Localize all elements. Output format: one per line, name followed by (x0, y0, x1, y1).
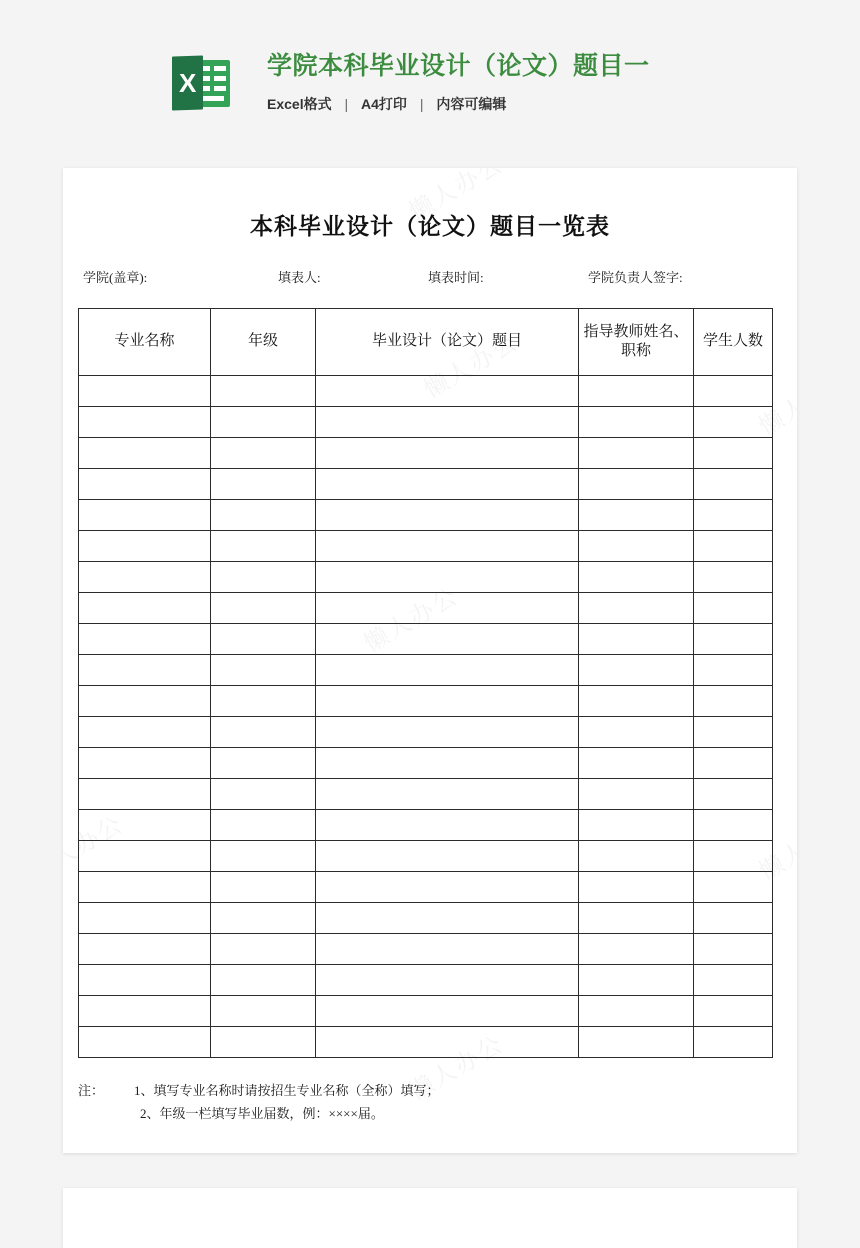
table-cell[interactable] (211, 593, 316, 624)
table-cell[interactable] (79, 624, 211, 655)
table-cell[interactable] (694, 748, 773, 779)
table-cell[interactable] (694, 438, 773, 469)
table-cell[interactable] (211, 810, 316, 841)
table-cell[interactable] (316, 500, 579, 531)
table-cell[interactable] (79, 438, 211, 469)
table-cell[interactable] (79, 655, 211, 686)
excel-file-icon (172, 54, 230, 112)
note-item-2: 2、年级一栏填写毕业届数，例：××××届。 (140, 1105, 384, 1121)
table-cell[interactable] (694, 841, 773, 872)
table-cell[interactable] (211, 1027, 316, 1058)
table-cell[interactable] (211, 624, 316, 655)
table-cell[interactable] (694, 562, 773, 593)
table-row[interactable] (79, 779, 773, 810)
doc-attributes (267, 94, 650, 114)
next-page-card (63, 1188, 797, 1248)
table-row[interactable] (79, 438, 773, 469)
column-header-topic: 毕业设计（论文）题目 (316, 309, 579, 376)
table-cell[interactable] (694, 779, 773, 810)
table-cell[interactable] (211, 407, 316, 438)
table-cell[interactable] (211, 500, 316, 531)
table-cell[interactable] (316, 1027, 579, 1058)
table-cell[interactable] (79, 407, 211, 438)
badge-separator: | (344, 95, 349, 112)
table-cell[interactable] (211, 376, 316, 407)
meta-label-filler: 填表人: (278, 270, 321, 285)
table-cell[interactable] (694, 903, 773, 934)
table-cell[interactable] (579, 686, 694, 717)
table-cell[interactable] (211, 934, 316, 965)
column-header-grade: 年级 (211, 309, 316, 376)
table-cell[interactable] (211, 438, 316, 469)
table-cell[interactable] (579, 624, 694, 655)
table-body (79, 376, 773, 1058)
table-cell[interactable] (579, 934, 694, 965)
table-cell[interactable] (79, 903, 211, 934)
table-cell[interactable] (316, 562, 579, 593)
excel-icon-grid-row (203, 66, 226, 71)
document-page-card (63, 168, 797, 1153)
table-cell[interactable] (211, 965, 316, 996)
table-cell[interactable] (79, 779, 211, 810)
note-line (78, 1103, 778, 1126)
table-cell[interactable] (79, 376, 211, 407)
table-cell[interactable] (694, 872, 773, 903)
table-row[interactable] (79, 407, 773, 438)
notes-label: 注： (78, 1083, 105, 1098)
badge-format: Excel格式 (267, 95, 332, 112)
table-cell[interactable] (316, 810, 579, 841)
sheet-title: 本科毕业设计（论文）题目一览表 (250, 214, 610, 239)
table-cell[interactable] (579, 717, 694, 748)
table-cell[interactable] (79, 748, 211, 779)
note-item-1: 1、填写专业名称时请按招生专业名称（全称）填写； (134, 1083, 440, 1098)
excel-icon-left-panel (172, 55, 203, 110)
table-cell[interactable] (579, 872, 694, 903)
column-header-student-count: 学生人数 (694, 309, 773, 376)
table-cell[interactable] (579, 903, 694, 934)
badge-print: A4打印 (361, 95, 407, 112)
table-header (79, 309, 773, 376)
table-header-row (79, 309, 773, 376)
form-meta-row (63, 267, 797, 287)
table-cell[interactable] (316, 531, 579, 562)
table-row[interactable] (79, 872, 773, 903)
table-cell[interactable] (694, 500, 773, 531)
badge-separator: | (419, 95, 424, 112)
table-cell[interactable] (211, 717, 316, 748)
table-cell[interactable] (79, 841, 211, 872)
table-cell[interactable] (211, 655, 316, 686)
table-cell[interactable] (79, 996, 211, 1027)
table-cell[interactable] (694, 593, 773, 624)
table-row[interactable] (79, 717, 773, 748)
table-cell[interactable] (211, 996, 316, 1027)
table-cell[interactable] (694, 717, 773, 748)
table-cell[interactable] (79, 717, 211, 748)
table-cell[interactable] (579, 469, 694, 500)
excel-icon-letter: X (178, 68, 197, 98)
table-cell[interactable] (579, 562, 694, 593)
table-cell[interactable] (211, 562, 316, 593)
table-row[interactable] (79, 841, 773, 872)
table-cell[interactable] (316, 407, 579, 438)
table-cell[interactable] (316, 903, 579, 934)
table-row[interactable] (79, 593, 773, 624)
table-cell[interactable] (579, 841, 694, 872)
table-cell[interactable] (211, 841, 316, 872)
table-cell[interactable] (316, 438, 579, 469)
excel-icon-grid-panel (199, 60, 230, 107)
table-cell[interactable] (79, 1027, 211, 1058)
table-cell[interactable] (79, 593, 211, 624)
table-cell[interactable] (316, 841, 579, 872)
table-cell[interactable] (694, 686, 773, 717)
table-row[interactable] (79, 965, 773, 996)
table-cell[interactable] (316, 996, 579, 1027)
table-cell[interactable] (579, 748, 694, 779)
thesis-topic-table (78, 308, 773, 1058)
table-cell[interactable] (694, 655, 773, 686)
table-cell[interactable] (211, 686, 316, 717)
column-header-advisor: 指导教师姓名、职称 (579, 309, 694, 376)
meta-label-college: 学院(盖章): (83, 270, 148, 285)
table-cell[interactable] (694, 624, 773, 655)
table-cell[interactable] (316, 748, 579, 779)
table-cell[interactable] (79, 872, 211, 903)
excel-icon-grid-row (203, 86, 226, 91)
table-row[interactable] (79, 686, 773, 717)
excel-icon-grid-row (203, 96, 226, 101)
table-cell[interactable] (694, 469, 773, 500)
table-cell[interactable] (694, 1027, 773, 1058)
table-row[interactable] (79, 934, 773, 965)
table-row[interactable] (79, 500, 773, 531)
table-cell[interactable] (579, 376, 694, 407)
table-cell[interactable] (316, 934, 579, 965)
table-cell[interactable] (316, 593, 579, 624)
table-row[interactable] (79, 562, 773, 593)
table-cell[interactable] (211, 903, 316, 934)
table-row[interactable] (79, 624, 773, 655)
table-row[interactable] (79, 748, 773, 779)
table-cell[interactable] (316, 779, 579, 810)
table-cell[interactable] (579, 438, 694, 469)
column-header-major: 专业名称 (79, 309, 211, 376)
table-cell[interactable] (579, 1027, 694, 1058)
table-cell[interactable] (579, 965, 694, 996)
table-row[interactable] (79, 1027, 773, 1058)
header-text-block (267, 52, 650, 114)
table-cell[interactable] (316, 469, 579, 500)
header-inner (172, 52, 650, 114)
table-cell[interactable] (211, 872, 316, 903)
table-cell[interactable] (211, 779, 316, 810)
table-row[interactable] (79, 469, 773, 500)
table-cell[interactable] (211, 469, 316, 500)
table-cell[interactable] (694, 965, 773, 996)
page-header (0, 0, 860, 168)
table-cell[interactable] (579, 996, 694, 1027)
table-row[interactable] (79, 376, 773, 407)
table-row[interactable] (79, 531, 773, 562)
table-cell[interactable] (579, 531, 694, 562)
table-cell[interactable] (316, 655, 579, 686)
table-cell[interactable] (579, 779, 694, 810)
table-cell[interactable] (79, 531, 211, 562)
table-cell[interactable] (316, 624, 579, 655)
table-cell[interactable] (316, 686, 579, 717)
table-cell[interactable] (316, 376, 579, 407)
table-row[interactable] (79, 996, 773, 1027)
table-cell[interactable] (316, 872, 579, 903)
table-cell[interactable] (79, 469, 211, 500)
table-cell[interactable] (694, 376, 773, 407)
excel-icon-grid-row (203, 76, 226, 81)
table-cell[interactable] (316, 717, 579, 748)
table-row[interactable] (79, 655, 773, 686)
table-cell[interactable] (79, 965, 211, 996)
table-cell[interactable] (579, 407, 694, 438)
table-cell[interactable] (211, 531, 316, 562)
table-cell[interactable] (79, 686, 211, 717)
notes-label-spacer (78, 1103, 140, 1126)
table-cell[interactable] (579, 810, 694, 841)
table-cell[interactable] (579, 655, 694, 686)
table-cell[interactable] (316, 965, 579, 996)
table-row[interactable] (79, 903, 773, 934)
table-cell[interactable] (79, 500, 211, 531)
table-cell[interactable] (694, 996, 773, 1027)
table-cell[interactable] (694, 934, 773, 965)
table-cell[interactable] (79, 934, 211, 965)
table-cell[interactable] (694, 531, 773, 562)
table-row[interactable] (79, 810, 773, 841)
table-cell[interactable] (579, 500, 694, 531)
note-line (78, 1080, 778, 1103)
table-cell[interactable] (694, 810, 773, 841)
table-cell[interactable] (211, 748, 316, 779)
table-cell[interactable] (694, 407, 773, 438)
table-cell[interactable] (79, 810, 211, 841)
meta-label-fill-date: 填表时间: (428, 270, 484, 285)
table-cell[interactable] (579, 593, 694, 624)
table-cell[interactable] (79, 562, 211, 593)
meta-label-signature: 学院负责人签字: (588, 270, 683, 285)
badge-editable: 内容可编辑 (436, 95, 507, 112)
table-notes (78, 1080, 778, 1126)
page-title: 学院本科毕业设计（论文）题目一 (267, 52, 650, 80)
